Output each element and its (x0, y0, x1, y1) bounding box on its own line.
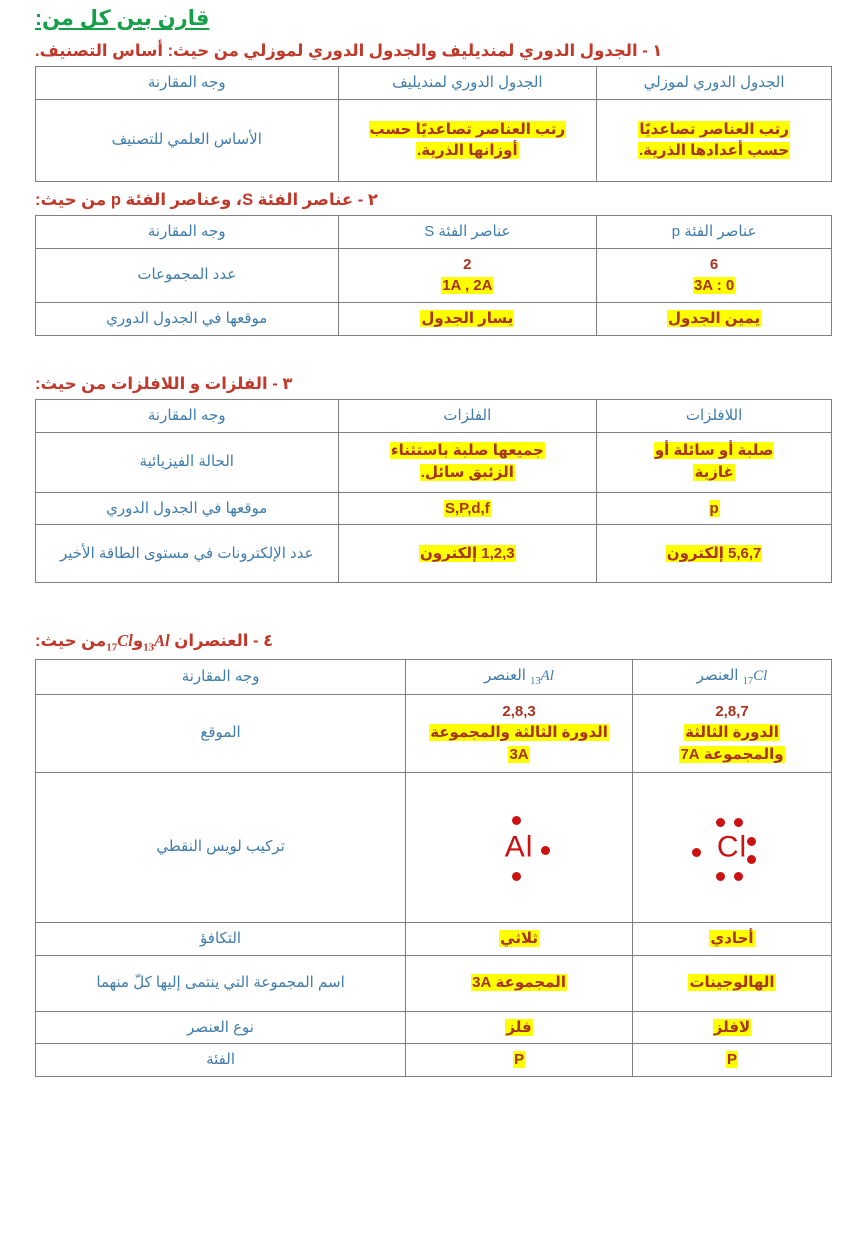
row-label: عدد الإلكترونات في مستوى الطاقة الأخير (36, 525, 339, 583)
header-compare: وجه المقارنة (36, 215, 339, 248)
header-compare: وجه المقارنة (36, 67, 339, 100)
answer-text: 3A : 0 (693, 277, 735, 295)
lewis-structure-cl (672, 792, 792, 902)
element-symbol-al: Al (504, 830, 534, 864)
answer-right (633, 955, 832, 1011)
question-1-text: الجدول الدوري لمنديليف والجدول الدوري لموزلي من حيث: أساس التصنيف. (35, 42, 638, 60)
header-col-mid: عناصر الفئة S (338, 215, 597, 248)
header-col-right (633, 659, 832, 694)
question-4-sub2: 17 (106, 641, 118, 654)
table-row (36, 922, 832, 955)
page-title: قارن بين كل من: (35, 7, 210, 30)
answer-mid (338, 525, 597, 583)
answer-mid (406, 1044, 633, 1077)
electron-dot (734, 872, 743, 881)
question-3-heading (35, 374, 832, 394)
header-mid-sub: 13 (530, 675, 541, 687)
lewis-structure-al (459, 792, 579, 902)
answer-mid (406, 955, 633, 1011)
answer-mid (406, 694, 633, 772)
electron-dot (512, 816, 521, 825)
row-label: الموقع (36, 694, 406, 772)
answer-right (633, 1044, 832, 1077)
header-compare: وجه المقارنة (36, 399, 339, 432)
table-row (36, 492, 832, 525)
table-row-lewis (36, 772, 832, 922)
electron-dot (512, 872, 521, 881)
question-2-text: عناصر الفئة S، وعناصر الفئة p من حيث: (35, 190, 354, 209)
answer-text: جميعها صلبة باستثناء (390, 442, 544, 460)
answer-text: والمجموعة 7A (680, 746, 784, 764)
answer-text: 1A , 2A (442, 277, 493, 295)
row-label: الفئة (36, 1044, 406, 1077)
answer-text: رتب العناصر تصاعديًا حسب (369, 120, 566, 138)
row-label: موقعها في الجدول الدوري (36, 492, 339, 525)
table-row (36, 303, 832, 336)
question-4-prefix: ٤ - العنصران (169, 632, 274, 651)
table-header-row (36, 67, 832, 100)
answer-text: حسب أعدادها الذرية. (639, 142, 790, 160)
row-label: الحالة الفيزيائية (36, 432, 339, 492)
answer-text: P (514, 1051, 525, 1069)
row-label: تركيب لويس النقطي (36, 772, 406, 922)
comparison-table-3 (35, 399, 832, 584)
answer-text: 2 (463, 255, 472, 273)
electron-dot (541, 846, 550, 855)
element-symbol-cl: Cl (716, 830, 748, 864)
header-right-symbol: Cl (753, 667, 768, 684)
question-4-sub1: 13 (143, 641, 155, 654)
answer-right (597, 492, 832, 525)
answer-text: p (709, 499, 719, 517)
table-row (36, 432, 832, 492)
table-row (36, 1044, 832, 1077)
answer-right (597, 99, 832, 181)
row-label: موقعها في الجدول الدوري (36, 303, 339, 336)
table-row (36, 248, 832, 303)
answer-text: S,P,d,f (444, 499, 490, 517)
table-row (36, 525, 832, 583)
answer-text: 1,2,3 إلكترون (420, 544, 515, 562)
lewis-structure-cl-cell (633, 772, 832, 922)
answer-right (597, 303, 832, 336)
header-right-sub: 17 (742, 675, 754, 687)
question-4-suffix: من حيث: (35, 632, 107, 651)
answer-text: 5,6,7 إلكترون (666, 544, 762, 562)
electron-dot (747, 855, 756, 864)
header-col-right: اللافلزات (597, 399, 832, 432)
row-label: نوع العنصر (36, 1011, 406, 1044)
answer-text: يسار الجدول (421, 310, 514, 327)
answer-right (633, 922, 832, 955)
answer-right (597, 248, 832, 303)
electron-dot (747, 837, 756, 846)
answer-text: أوزانها الذرية. (417, 142, 518, 160)
header-col-right: الجدول الدوري لموزلي (597, 67, 832, 100)
table-row (36, 694, 832, 772)
header-mid-word: العنصر (484, 666, 526, 684)
answer-text: صلبة أو سائلة أو (654, 442, 774, 460)
question-3-text: الفلزات و اللافلزات من حيث: (35, 374, 268, 393)
answer-text: غازية (694, 464, 734, 481)
question-1-number: ١ - (642, 42, 663, 60)
answer-mid (406, 1011, 633, 1044)
question-4-sym2: Cl (117, 631, 133, 651)
question-4-conj: و (132, 632, 144, 651)
question-4-sym1: Al (154, 631, 170, 651)
table-row (36, 955, 832, 1011)
answer-mid (406, 922, 633, 955)
table-header-row (36, 659, 832, 694)
answer-text: الهالوجينات (689, 974, 775, 992)
header-col-mid: الفلزات (338, 399, 597, 432)
electron-dot (692, 848, 701, 857)
answer-text: رتب العناصر تصاعديًا (639, 120, 789, 138)
row-label: التكافؤ (36, 922, 406, 955)
question-2-heading (35, 190, 832, 210)
comparison-table-1 (35, 66, 832, 182)
comparison-table-2 (35, 215, 832, 336)
answer-text: P (726, 1051, 737, 1069)
comparison-table-4 (35, 659, 832, 1077)
answer-mid (338, 99, 597, 181)
table-header-row (36, 399, 832, 432)
answer-text: يمين الجدول (668, 310, 761, 327)
answer-text: الزئبق سائل. (420, 464, 514, 481)
answer-mid (338, 432, 597, 492)
lewis-structure-al-cell (406, 772, 633, 922)
row-label: عدد المجموعات (36, 248, 339, 303)
electron-dot (716, 872, 725, 881)
answer-text: فلز (506, 1018, 532, 1036)
answer-text: الدورة الثالثة (685, 724, 779, 742)
answer-text: لافلز (713, 1018, 751, 1036)
question-3-number: ٣ - (272, 374, 293, 393)
answer-text: المجموعة 3A (472, 974, 566, 992)
answer-right (597, 432, 832, 492)
table-row (36, 1011, 832, 1044)
answer-text: 6 (709, 255, 719, 273)
header-col-mid (406, 659, 633, 694)
answer-text: 2,8,7 (715, 702, 749, 720)
row-label: الأساس العلمي للتصنيف (36, 99, 339, 181)
answer-mid (338, 303, 597, 336)
answer-text: أحادي (710, 929, 754, 947)
question-1-heading (35, 41, 832, 61)
answer-text: الدورة الثالثة والمجموعة (430, 724, 608, 742)
answer-text: 3A (509, 746, 529, 764)
answer-right (597, 525, 832, 583)
table-row (36, 99, 832, 181)
answer-mid (338, 492, 597, 525)
table-header-row (36, 215, 832, 248)
header-right-word: العنصر (696, 666, 739, 684)
answer-text: ثلاثي (500, 929, 538, 947)
answer-right (633, 694, 832, 772)
header-col-right: عناصر الفئة p (597, 215, 832, 248)
header-mid-symbol: Al (540, 667, 554, 684)
question-4-heading (35, 631, 832, 653)
header-col-mid: الجدول الدوري لمنديليف (338, 67, 597, 100)
row-label: اسم المجموعة التي ينتمى إليها كلّ منهما (36, 955, 406, 1011)
answer-mid (338, 248, 597, 303)
answer-text: 2,8,3 (502, 702, 536, 720)
header-compare: وجه المقارنة (36, 659, 406, 694)
answer-right (633, 1011, 832, 1044)
question-2-number: ٢ - (357, 190, 378, 209)
